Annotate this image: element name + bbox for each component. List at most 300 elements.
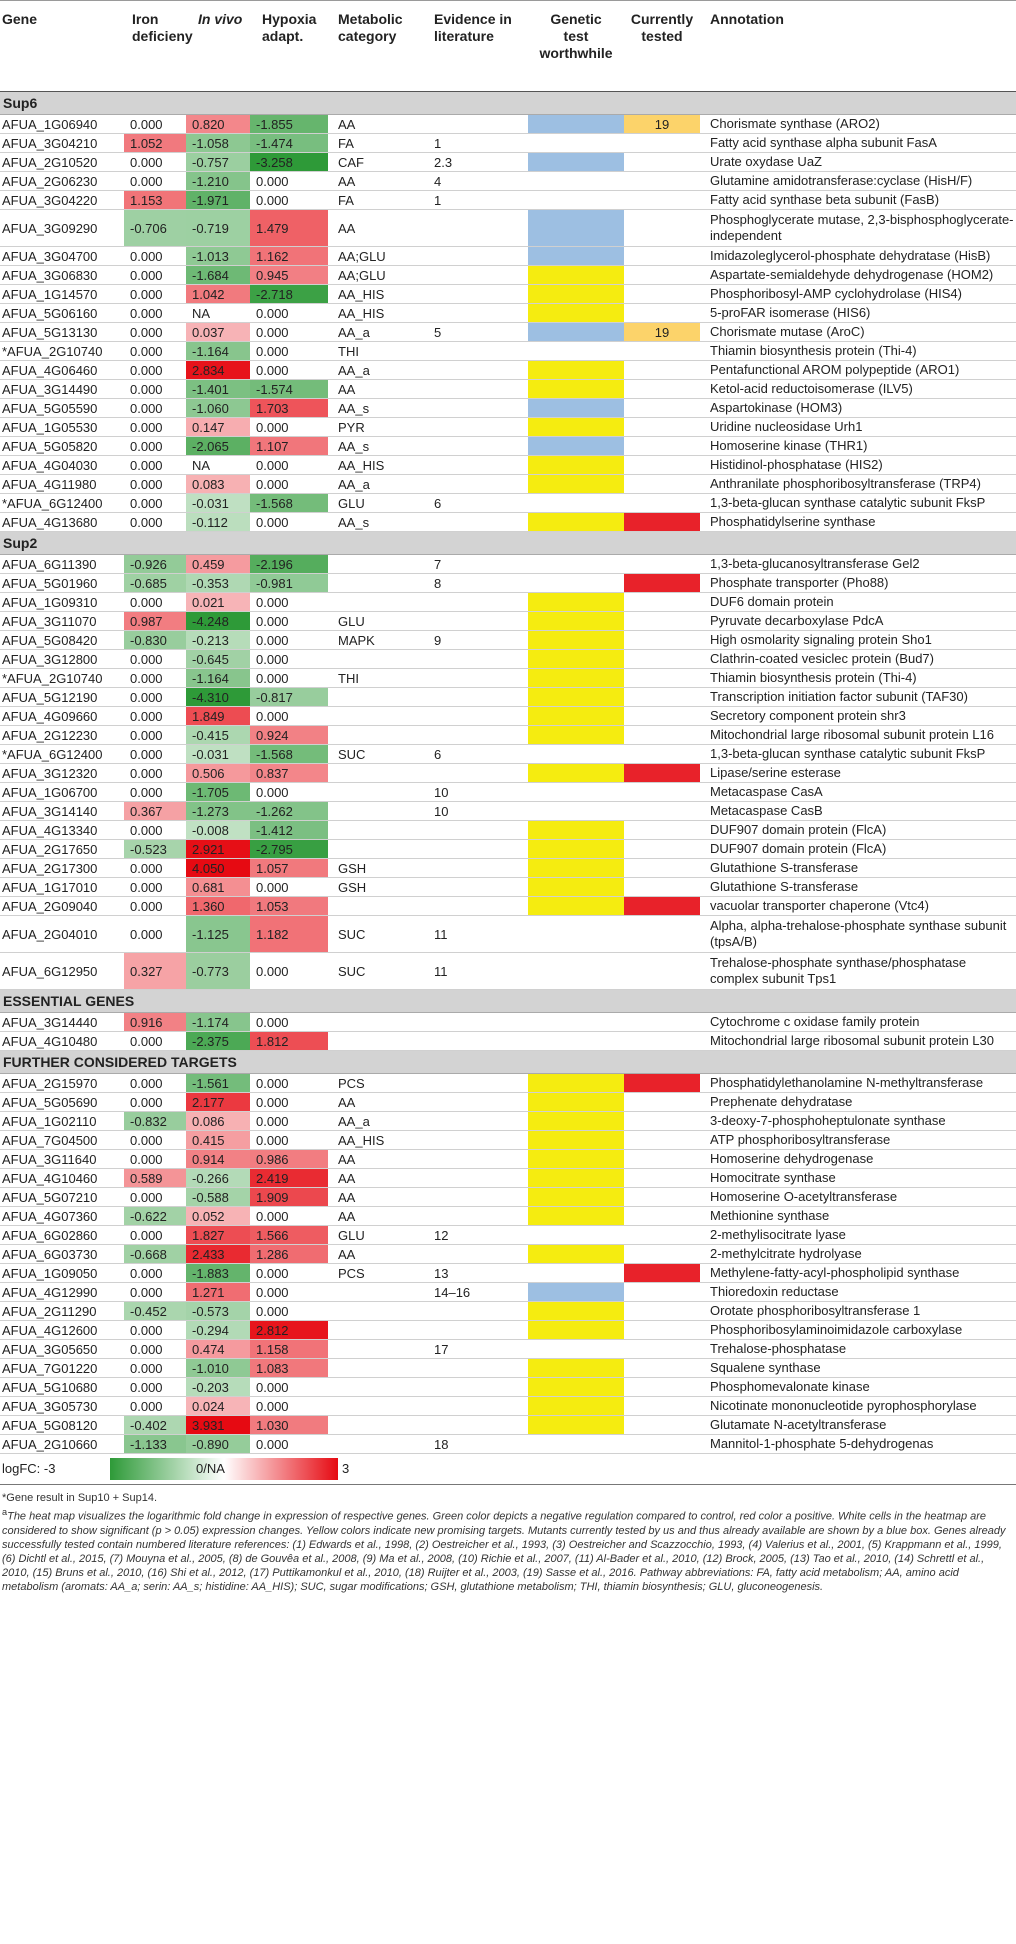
gene-id: AFUA_6G11390 bbox=[2, 556, 97, 572]
in-vivo-value: -1.125 bbox=[186, 916, 250, 952]
currently-tested-marker bbox=[624, 437, 700, 455]
genetic-test-marker bbox=[528, 153, 624, 171]
hypoxia-value: 0.000 bbox=[250, 1397, 328, 1415]
currently-tested-marker bbox=[624, 494, 700, 512]
table-row bbox=[0, 266, 1016, 285]
in-vivo-value: -1.971 bbox=[186, 191, 250, 209]
metabolic-category: AA bbox=[338, 1246, 356, 1262]
table-row bbox=[0, 1264, 1016, 1283]
literature-evidence bbox=[434, 266, 524, 284]
annotation: Homoserine kinase (THR1) bbox=[710, 438, 868, 453]
gene-id: AFUA_1G05530 bbox=[2, 419, 98, 435]
currently-tested-marker bbox=[624, 745, 700, 763]
literature-evidence bbox=[434, 1416, 524, 1434]
annotation: 1,3-beta-glucan synthase catalytic subunit FksP bbox=[710, 495, 986, 510]
table-row bbox=[0, 1188, 1016, 1207]
iron-deficiency-value: 0.000 bbox=[124, 1074, 186, 1092]
table-row bbox=[0, 1283, 1016, 1302]
gene-id: AFUA_4G04030 bbox=[2, 457, 98, 473]
in-vivo-value: 0.083 bbox=[186, 475, 250, 493]
iron-deficiency-value: -0.622 bbox=[124, 1207, 186, 1225]
table-row bbox=[0, 840, 1016, 859]
annotation: Glutamine amidotransferase:cyclase (HisH/F) bbox=[710, 173, 973, 188]
genetic-test-marker bbox=[528, 1032, 624, 1050]
table-row bbox=[0, 726, 1016, 745]
in-vivo-value: -2.375 bbox=[186, 1032, 250, 1050]
hypoxia-value: 1.053 bbox=[250, 897, 328, 915]
hypoxia-value: -0.981 bbox=[250, 574, 328, 592]
table-row bbox=[0, 1150, 1016, 1169]
table-row bbox=[0, 764, 1016, 783]
currently-tested-marker bbox=[624, 688, 700, 706]
table-row bbox=[0, 380, 1016, 399]
genetic-test-marker bbox=[528, 1283, 624, 1301]
hypoxia-value: 0.000 bbox=[250, 878, 328, 896]
table-row bbox=[0, 191, 1016, 210]
annotation: 1,3-beta-glucan synthase catalytic subunit FksP bbox=[710, 746, 986, 761]
iron-deficiency-value: 0.987 bbox=[124, 612, 186, 630]
iron-deficiency-value: 0.000 bbox=[124, 342, 186, 360]
currently-tested-marker bbox=[624, 555, 700, 573]
currently-tested-marker bbox=[624, 1416, 700, 1434]
in-vivo-value: 0.681 bbox=[186, 878, 250, 896]
hypoxia-value: 1.057 bbox=[250, 859, 328, 877]
header-gene: Gene bbox=[2, 11, 38, 27]
annotation: Chorismate mutase (AroC) bbox=[710, 324, 865, 339]
literature-evidence bbox=[434, 593, 524, 611]
iron-deficiency-value: -0.685 bbox=[124, 574, 186, 592]
gene-id: AFUA_5G12190 bbox=[2, 689, 98, 705]
metabolic-category: AA_a bbox=[338, 476, 370, 492]
in-vivo-value: 2.834 bbox=[186, 361, 250, 379]
literature-evidence bbox=[434, 1302, 524, 1320]
annotation: High osmolarity signaling protein Sho1 bbox=[710, 632, 932, 647]
iron-deficiency-value: 0.000 bbox=[124, 897, 186, 915]
hypoxia-value: -1.412 bbox=[250, 821, 328, 839]
tested-reference: 19 bbox=[654, 116, 670, 132]
currently-tested-marker bbox=[624, 840, 700, 858]
in-vivo-value: 1.827 bbox=[186, 1226, 250, 1244]
table-row bbox=[0, 361, 1016, 380]
in-vivo-value: 2.921 bbox=[186, 840, 250, 858]
currently-tested-marker bbox=[624, 323, 700, 341]
iron-deficiency-value: 0.000 bbox=[124, 1264, 186, 1282]
metabolic-category: THI bbox=[338, 343, 359, 359]
gene-id: AFUA_6G12950 bbox=[2, 963, 98, 979]
table-row bbox=[0, 1378, 1016, 1397]
legend-mid: 0/NA bbox=[196, 1461, 225, 1476]
iron-deficiency-value: -0.402 bbox=[124, 1416, 186, 1434]
literature-evidence bbox=[434, 513, 524, 531]
genetic-test-marker bbox=[528, 418, 624, 436]
hypoxia-value: 1.479 bbox=[250, 210, 328, 246]
genetic-test-marker bbox=[528, 745, 624, 763]
currently-tested-marker bbox=[624, 1013, 700, 1031]
genetic-test-marker bbox=[528, 612, 624, 630]
table-row bbox=[0, 745, 1016, 764]
currently-tested-marker bbox=[624, 1245, 700, 1263]
literature-evidence bbox=[434, 650, 524, 668]
genetic-test-marker bbox=[528, 897, 624, 915]
iron-deficiency-value: 0.367 bbox=[124, 802, 186, 820]
annotation: Methionine synthase bbox=[710, 1208, 830, 1223]
in-vivo-value: -2.065 bbox=[186, 437, 250, 455]
currently-tested-marker bbox=[624, 399, 700, 417]
gene-id: AFUA_4G12990 bbox=[2, 1284, 98, 1300]
currently-tested-marker bbox=[624, 1302, 700, 1320]
annotation: Prephenate dehydratase bbox=[710, 1094, 853, 1109]
literature-evidence bbox=[434, 1359, 524, 1377]
metabolic-category: AA_s bbox=[338, 514, 370, 530]
currently-tested-marker bbox=[624, 1283, 700, 1301]
genetic-test-marker bbox=[528, 802, 624, 820]
table-row bbox=[0, 418, 1016, 437]
literature-evidence: 5 bbox=[434, 324, 442, 340]
literature-evidence: 12 bbox=[434, 1227, 449, 1243]
metabolic-category bbox=[338, 1302, 428, 1320]
genetic-test-marker bbox=[528, 1207, 624, 1225]
gene-id: *AFUA_6G12400 bbox=[2, 495, 103, 511]
annotation: Fatty acid synthase beta subunit (FasB) bbox=[710, 192, 940, 207]
metabolic-category: GLU bbox=[338, 495, 365, 511]
iron-deficiency-value: 0.000 bbox=[124, 688, 186, 706]
literature-evidence bbox=[434, 115, 524, 133]
iron-deficiency-value: 0.000 bbox=[124, 783, 186, 801]
in-vivo-value: -0.415 bbox=[186, 726, 250, 744]
genetic-test-marker bbox=[528, 1112, 624, 1130]
table-row bbox=[0, 688, 1016, 707]
metabolic-category: AA;GLU bbox=[338, 267, 386, 283]
in-vivo-value: 0.506 bbox=[186, 764, 250, 782]
genetic-test-marker bbox=[528, 247, 624, 265]
in-vivo-value: -0.008 bbox=[186, 821, 250, 839]
iron-deficiency-value: 0.000 bbox=[124, 1188, 186, 1206]
currently-tested-marker bbox=[624, 1264, 700, 1282]
genetic-test-marker bbox=[528, 475, 624, 493]
iron-deficiency-value: 0.000 bbox=[124, 1093, 186, 1111]
table-row bbox=[0, 1302, 1016, 1321]
hypoxia-value: 0.837 bbox=[250, 764, 328, 782]
metabolic-category bbox=[338, 764, 428, 782]
in-vivo-value: 0.037 bbox=[186, 323, 250, 341]
iron-deficiency-value: -0.523 bbox=[124, 840, 186, 858]
gene-id: AFUA_2G10520 bbox=[2, 154, 98, 170]
currently-tested-marker bbox=[624, 897, 700, 915]
currently-tested-marker bbox=[624, 764, 700, 782]
iron-deficiency-value: 0.000 bbox=[124, 247, 186, 265]
iron-deficiency-value: 0.916 bbox=[124, 1013, 186, 1031]
metabolic-category: AA_HIS bbox=[338, 1132, 385, 1148]
table-row bbox=[0, 1131, 1016, 1150]
literature-evidence bbox=[434, 380, 524, 398]
genetic-test-marker bbox=[528, 1226, 624, 1244]
section-header: ESSENTIAL GENES bbox=[0, 990, 1016, 1013]
in-vivo-value: -0.588 bbox=[186, 1188, 250, 1206]
metabolic-category: GLU bbox=[338, 1227, 365, 1243]
gene-id: AFUA_2G12230 bbox=[2, 727, 98, 743]
hypoxia-value: -1.262 bbox=[250, 802, 328, 820]
iron-deficiency-value: -0.452 bbox=[124, 1302, 186, 1320]
genetic-test-marker bbox=[528, 1150, 624, 1168]
currently-tested-marker bbox=[624, 1226, 700, 1244]
annotation: Phosphatidylethanolamine N-methyltransferase bbox=[710, 1075, 984, 1090]
gene-id: *AFUA_2G10740 bbox=[2, 343, 103, 359]
literature-evidence bbox=[434, 821, 524, 839]
gene-id: *AFUA_6G12400 bbox=[2, 746, 103, 762]
currently-tested-marker bbox=[624, 1074, 700, 1092]
in-vivo-value: -0.645 bbox=[186, 650, 250, 668]
gene-id: AFUA_5G06160 bbox=[2, 305, 98, 321]
annotation: Phosphoribosyl-AMP cyclohydrolase (HIS4) bbox=[710, 286, 962, 301]
currently-tested-marker bbox=[624, 1150, 700, 1168]
iron-deficiency-value: 0.000 bbox=[124, 1378, 186, 1396]
iron-deficiency-value: 0.000 bbox=[124, 323, 186, 341]
annotation: Trehalose-phosphate synthase/phosphatase complex subunit Tps1 bbox=[710, 955, 967, 986]
literature-evidence bbox=[434, 1112, 524, 1130]
metabolic-category bbox=[338, 1397, 428, 1415]
annotation: Uridine nucleosidase Urh1 bbox=[710, 419, 863, 434]
genetic-test-marker bbox=[528, 593, 624, 611]
annotation: Trehalose-phosphatase bbox=[710, 1341, 847, 1356]
annotation: Glutathione S-transferase bbox=[710, 879, 859, 894]
table-row bbox=[0, 916, 1016, 953]
gene-id: AFUA_7G01220 bbox=[2, 1360, 98, 1376]
hypoxia-value: -2.718 bbox=[250, 285, 328, 303]
hypoxia-value: -1.574 bbox=[250, 380, 328, 398]
currently-tested-marker bbox=[624, 191, 700, 209]
genetic-test-marker bbox=[528, 707, 624, 725]
in-vivo-value: -0.353 bbox=[186, 574, 250, 592]
annotation: 3-deoxy-7-phosphoheptulonate synthase bbox=[710, 1113, 946, 1128]
table-row bbox=[0, 285, 1016, 304]
literature-evidence: 6 bbox=[434, 495, 442, 511]
annotation: Mannitol-1-phosphate 5-dehydrogenas bbox=[710, 1436, 934, 1451]
table-row bbox=[0, 304, 1016, 323]
annotation: Homocitrate synthase bbox=[710, 1170, 836, 1185]
hypoxia-value: 1.158 bbox=[250, 1340, 328, 1358]
table-row bbox=[0, 475, 1016, 494]
in-vivo-value: -1.883 bbox=[186, 1264, 250, 1282]
iron-deficiency-value: 0.000 bbox=[124, 494, 186, 512]
iron-deficiency-value: 0.000 bbox=[124, 475, 186, 493]
literature-evidence bbox=[434, 285, 524, 303]
hypoxia-value: 0.000 bbox=[250, 707, 328, 725]
hypoxia-value: 0.924 bbox=[250, 726, 328, 744]
iron-deficiency-value: 0.000 bbox=[124, 878, 186, 896]
annotation: Cytochrome c oxidase family protein bbox=[710, 1014, 920, 1029]
gene-id: AFUA_6G02860 bbox=[2, 1227, 98, 1243]
metabolic-category bbox=[338, 802, 428, 820]
genetic-test-marker bbox=[528, 1416, 624, 1434]
hypoxia-value: 1.107 bbox=[250, 437, 328, 455]
annotation: Homoserine O-acetyltransferase bbox=[710, 1189, 898, 1204]
hypoxia-value: 0.986 bbox=[250, 1150, 328, 1168]
in-vivo-value: -0.213 bbox=[186, 631, 250, 649]
gene-id: AFUA_1G09050 bbox=[2, 1265, 98, 1281]
table-row bbox=[0, 1435, 1016, 1454]
table-row bbox=[0, 1226, 1016, 1245]
hypoxia-value: 0.000 bbox=[250, 513, 328, 531]
table-row bbox=[0, 1013, 1016, 1032]
header-evidence: Evidence in literature bbox=[434, 11, 512, 44]
gene-id: *AFUA_2G10740 bbox=[2, 670, 103, 686]
literature-evidence bbox=[434, 1207, 524, 1225]
in-vivo-value: -1.705 bbox=[186, 783, 250, 801]
currently-tested-marker bbox=[624, 669, 700, 687]
section-header: FURTHER CONSIDERED TARGETS bbox=[0, 1051, 1016, 1074]
in-vivo-value: NA bbox=[186, 456, 250, 474]
currently-tested-marker bbox=[624, 1032, 700, 1050]
table-header bbox=[0, 0, 1016, 92]
gene-id: AFUA_2G17300 bbox=[2, 860, 98, 876]
gene-id: AFUA_2G11290 bbox=[2, 1303, 97, 1319]
table-row bbox=[0, 210, 1016, 247]
iron-deficiency-value: 0.000 bbox=[124, 285, 186, 303]
metabolic-category bbox=[338, 1416, 428, 1434]
table-row bbox=[0, 1416, 1016, 1435]
gene-id: AFUA_1G09310 bbox=[2, 594, 98, 610]
gene-id: AFUA_3G12320 bbox=[2, 765, 98, 781]
genetic-test-marker bbox=[528, 859, 624, 877]
iron-deficiency-value: -0.668 bbox=[124, 1245, 186, 1263]
in-vivo-value: -1.164 bbox=[186, 669, 250, 687]
iron-deficiency-value: 0.000 bbox=[124, 821, 186, 839]
genetic-test-marker bbox=[528, 1359, 624, 1377]
annotation: Metacaspase CasB bbox=[710, 803, 823, 818]
hypoxia-value: -1.474 bbox=[250, 134, 328, 152]
literature-evidence: 7 bbox=[434, 556, 442, 572]
annotation: Thiamin biosynthesis protein (Thi-4) bbox=[710, 343, 917, 358]
genetic-test-marker bbox=[528, 1321, 624, 1339]
literature-evidence bbox=[434, 897, 524, 915]
gene-id: AFUA_5G05820 bbox=[2, 438, 98, 454]
metabolic-category bbox=[338, 726, 428, 744]
literature-evidence bbox=[434, 688, 524, 706]
iron-deficiency-value: 0.000 bbox=[124, 266, 186, 284]
annotation: Phosphatidylserine synthase bbox=[710, 514, 876, 529]
gene-id: AFUA_4G13340 bbox=[2, 822, 98, 838]
table-row bbox=[0, 802, 1016, 821]
gene-id: AFUA_4G12600 bbox=[2, 1322, 98, 1338]
iron-deficiency-value: 0.000 bbox=[124, 1032, 186, 1050]
in-vivo-value: 1.360 bbox=[186, 897, 250, 915]
hypoxia-value: 0.000 bbox=[250, 783, 328, 801]
gene-id: AFUA_5G08120 bbox=[2, 1417, 98, 1433]
legend-max: 3 bbox=[342, 1461, 350, 1476]
metabolic-category: AA bbox=[338, 1151, 356, 1167]
literature-evidence bbox=[434, 878, 524, 896]
hypoxia-value: 1.566 bbox=[250, 1226, 328, 1244]
in-vivo-value: NA bbox=[186, 304, 250, 322]
metabolic-category: AA bbox=[338, 1170, 356, 1186]
hypoxia-value: 1.182 bbox=[250, 916, 328, 952]
table-row bbox=[0, 650, 1016, 669]
literature-evidence: 1 bbox=[434, 192, 442, 208]
hypoxia-value: 0.000 bbox=[250, 1093, 328, 1111]
metabolic-category: AA;GLU bbox=[338, 248, 386, 264]
currently-tested-marker bbox=[624, 210, 700, 246]
literature-evidence bbox=[434, 342, 524, 360]
literature-evidence bbox=[434, 840, 524, 858]
literature-evidence: 13 bbox=[434, 1265, 449, 1281]
header-annotation: Annotation bbox=[710, 11, 784, 27]
table-row bbox=[0, 555, 1016, 574]
metabolic-category: AA_a bbox=[338, 1113, 370, 1129]
currently-tested-marker bbox=[624, 574, 700, 592]
currently-tested-marker bbox=[624, 172, 700, 190]
table-body bbox=[0, 92, 1016, 1454]
genetic-test-marker bbox=[528, 878, 624, 896]
in-vivo-value: 4.050 bbox=[186, 859, 250, 877]
gene-id: AFUA_3G12800 bbox=[2, 651, 98, 667]
hypoxia-value: 0.000 bbox=[250, 342, 328, 360]
in-vivo-value: -4.248 bbox=[186, 612, 250, 630]
metabolic-category: AA_s bbox=[338, 438, 370, 454]
in-vivo-value: -0.294 bbox=[186, 1321, 250, 1339]
currently-tested-marker bbox=[624, 631, 700, 649]
currently-tested-marker bbox=[624, 456, 700, 474]
gene-id: AFUA_1G02110 bbox=[2, 1113, 97, 1129]
iron-deficiency-value: 0.000 bbox=[124, 1283, 186, 1301]
literature-evidence: 8 bbox=[434, 575, 442, 591]
in-vivo-value: 0.820 bbox=[186, 115, 250, 133]
table-row bbox=[0, 1340, 1016, 1359]
hypoxia-value: 0.000 bbox=[250, 593, 328, 611]
hypoxia-value: -1.568 bbox=[250, 745, 328, 763]
literature-evidence bbox=[434, 859, 524, 877]
metabolic-category bbox=[338, 821, 428, 839]
genetic-test-marker bbox=[528, 266, 624, 284]
currently-tested-marker bbox=[624, 783, 700, 801]
table-row bbox=[0, 323, 1016, 342]
iron-deficiency-value: 0.000 bbox=[124, 380, 186, 398]
metabolic-category bbox=[338, 1378, 428, 1396]
literature-evidence bbox=[434, 1074, 524, 1092]
table-row bbox=[0, 631, 1016, 650]
literature-evidence bbox=[434, 437, 524, 455]
literature-evidence bbox=[434, 475, 524, 493]
gene-id: AFUA_3G11070 bbox=[2, 613, 97, 629]
hypoxia-value: -3.258 bbox=[250, 153, 328, 171]
annotation: Lipase/serine esterase bbox=[710, 765, 841, 780]
genetic-test-marker bbox=[528, 494, 624, 512]
currently-tested-marker bbox=[624, 802, 700, 820]
annotation: Homoserine dehydrogenase bbox=[710, 1151, 874, 1166]
iron-deficiency-value: 0.000 bbox=[124, 669, 186, 687]
gene-id: AFUA_3G05730 bbox=[2, 1398, 98, 1414]
genetic-test-marker bbox=[528, 513, 624, 531]
gene-id: AFUA_5G01960 bbox=[2, 575, 98, 591]
hypoxia-value: -0.817 bbox=[250, 688, 328, 706]
genetic-test-marker bbox=[528, 456, 624, 474]
currently-tested-marker bbox=[624, 650, 700, 668]
currently-tested-marker bbox=[624, 612, 700, 630]
hypoxia-value: 0.000 bbox=[250, 1264, 328, 1282]
table-row bbox=[0, 1074, 1016, 1093]
hypoxia-value: 0.000 bbox=[250, 1302, 328, 1320]
genetic-test-marker bbox=[528, 342, 624, 360]
iron-deficiency-value: 0.000 bbox=[124, 593, 186, 611]
annotation: Histidinol-phosphatase (HIS2) bbox=[710, 457, 883, 472]
hypoxia-value: 0.000 bbox=[250, 1013, 328, 1031]
iron-deficiency-value: 0.000 bbox=[124, 1150, 186, 1168]
gene-id: AFUA_4G07360 bbox=[2, 1208, 98, 1224]
genetic-test-marker bbox=[528, 821, 624, 839]
table-row bbox=[0, 1359, 1016, 1378]
gene-id: AFUA_3G04210 bbox=[2, 135, 98, 151]
currently-tested-marker bbox=[624, 380, 700, 398]
genetic-test-marker bbox=[528, 1340, 624, 1358]
